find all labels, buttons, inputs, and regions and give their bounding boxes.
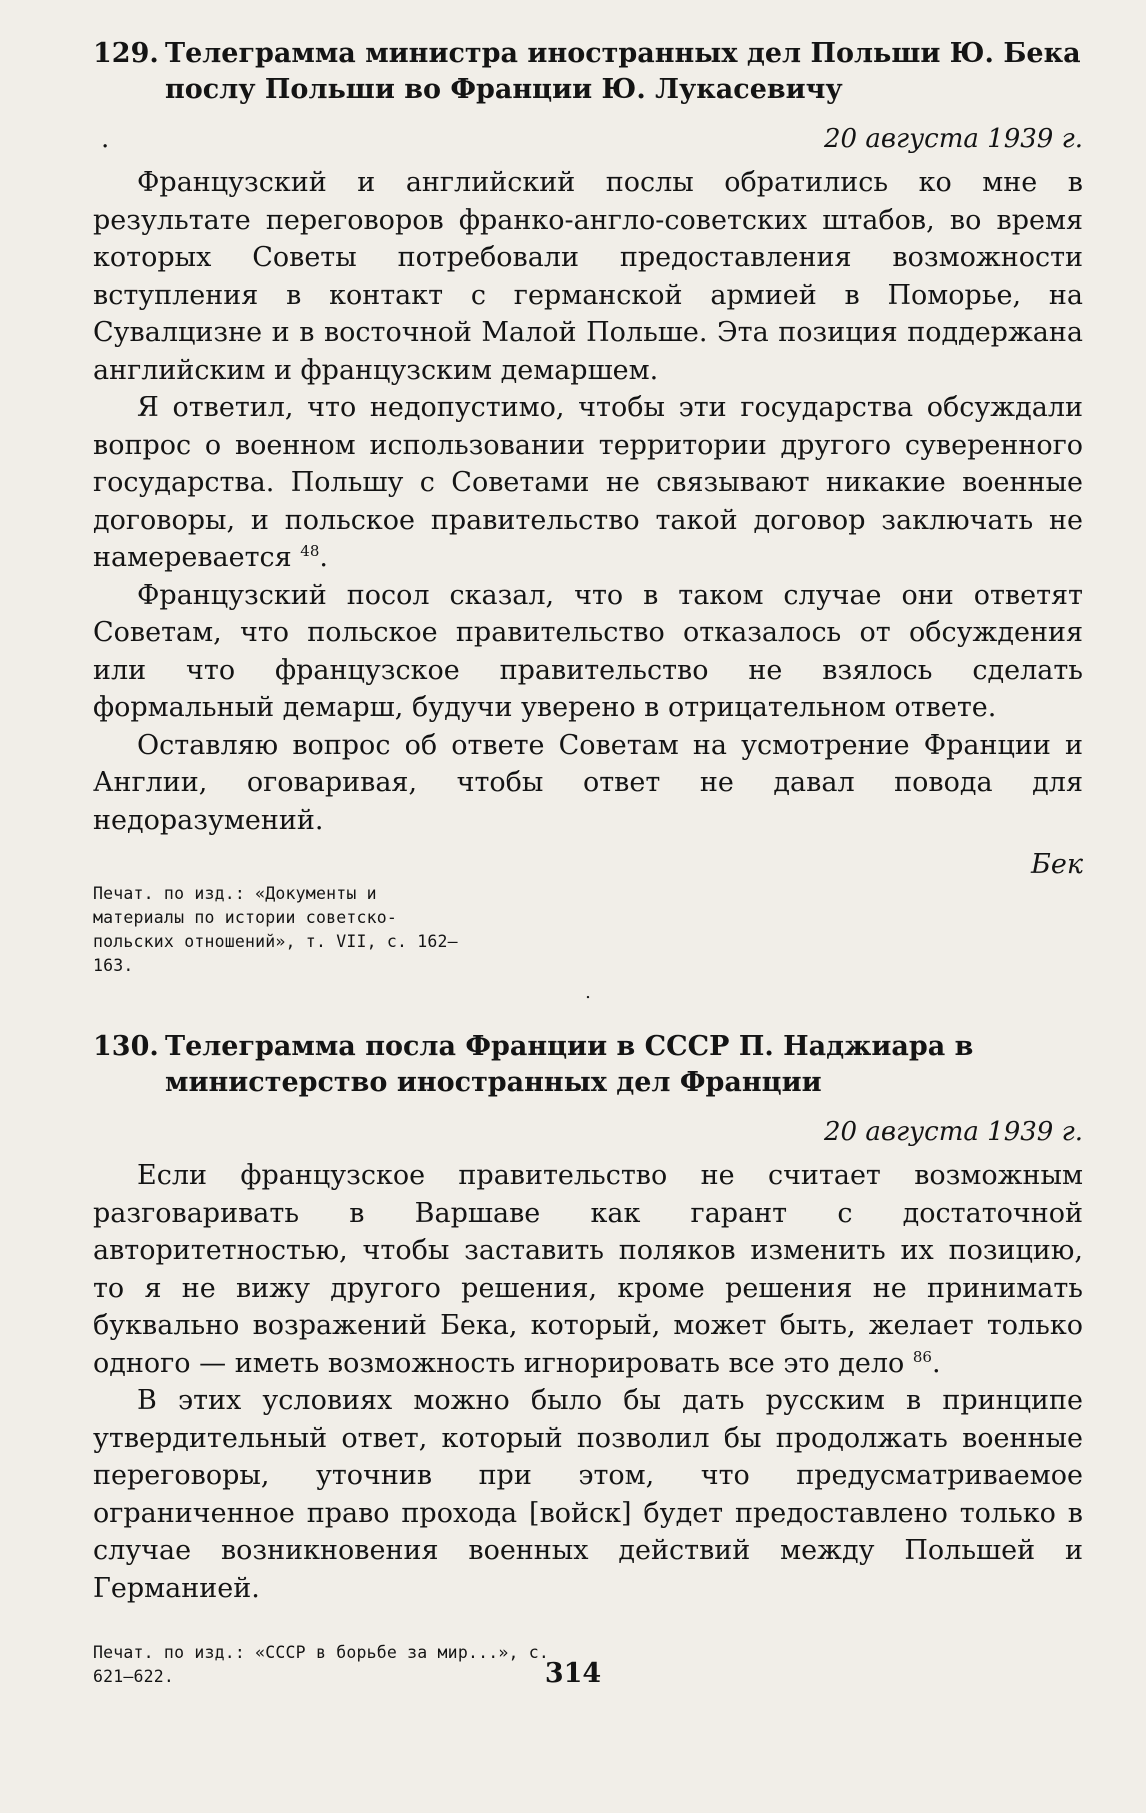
document-129: [93, 36, 1083, 1003]
document-number: 130.: [93, 1031, 159, 1062]
page-number: 314: [544, 1658, 602, 1689]
footnote-ref: 48: [300, 542, 320, 560]
document-number: 129.: [93, 38, 159, 69]
document-date: 20 августа 1939 г.: [823, 124, 1083, 154]
paragraph: В этих условиях можно было бы дать русским в принципе утвердительный ответ, который позволил бы продолжать военные переговоры, уточнив при этом, что предусматриваемое ограниченное право прохода [войск] будет предоставлено только в случае возникновения военных действий между Польшей и Германией.: [93, 1385, 1083, 1604]
document-title: [93, 1029, 1083, 1101]
paragraph: Французский и английский послы обратились ко мне в результате переговоров франко-англо-советских штабов, во время которых Советы потребовали предоставления возможности вступления в контакт с германской армией в Поморье, на Сувалцизне и в восточной Малой Польше. Эта позиция поддержана английским и французским демаршем.: [93, 167, 1083, 386]
document-130: [93, 1029, 1083, 1689]
paragraph-text: Если французское правительство не считает возможным разговаривать в Варшаве как гарант с достаточной авторитетностью, чтобы заставить поляков изменить их позицию, то я не вижу другого решения, кроме решения не принимать буквально возражений Бека, который, может быть, желает только одного — иметь возможность игнорировать все это дело: [93, 1160, 1083, 1379]
separator: .: [585, 982, 591, 1003]
document-title: [93, 36, 1083, 108]
paragraph: Если французское правительство не считает возможным разговаривать в Варшаве как гарант с достаточной авторитетностью, чтобы заставить поляков изменить их позицию, то я не вижу другого решения, кроме решения не принимать буквально возражений Бека, который, может быть, желает только одного — иметь возможность игнорировать все это дело $^{86}$.: [93, 1160, 1083, 1379]
paragraph: Французский посол сказал, что в таком случае они ответят Советам, что польское правительство отказалось от обсуждения или что французское правительство не взялось сделать формальный демарш, будучи уверено в отрицательном ответе.: [93, 579, 1083, 723]
source-note: Печат. по изд.: «СССР в борьбе за мир...», с. 621—622.: [93, 1643, 550, 1686]
document-date: 20 августа 1939 г.: [823, 1117, 1083, 1147]
source-note: Печат. по изд.: «Документы и материалы по истории советско-польских отношений», т. VII, с. 162—163.: [93, 884, 458, 975]
document-heading: Телеграмма министра иностранных дел Польши Ю. Бека послу Польши во Франции Ю. Лукасевичу: [165, 38, 1081, 105]
document-heading: Телеграмма посла Франции в СССР П. Наджиара в министерство иностранных дел Франции: [165, 1031, 974, 1098]
paragraph-text: Я ответил, что недопустимо, чтобы эти государства обсуждали вопрос о военном использовании территории другого суверенного государства. Польшу с Советами не связывают никакие военные договоры, и польское правительство такой договор заключать не намеревается: [93, 392, 1083, 573]
document-date-line: [93, 1117, 1083, 1147]
page: [93, 36, 1083, 1689]
signature: Бек: [1031, 849, 1083, 880]
paragraph: Оставляю вопрос об ответе Советам на усмотрение Франции и Англии, оговаривая, чтобы ответ не давал повода для недоразумений.: [93, 729, 1083, 836]
paragraph: Я ответил, что недопустимо, чтобы эти государства обсуждали вопрос о военном использовании территории другого суверенного государства. Польшу с Советами не связывают никакие военные договоры, и польское правительство такой договор заключать не намеревается $^{48}$.: [93, 392, 1083, 573]
footnote-ref: 86: [912, 1347, 932, 1366]
document-date-line: . 20 августа 1939 г.: [101, 124, 1083, 154]
